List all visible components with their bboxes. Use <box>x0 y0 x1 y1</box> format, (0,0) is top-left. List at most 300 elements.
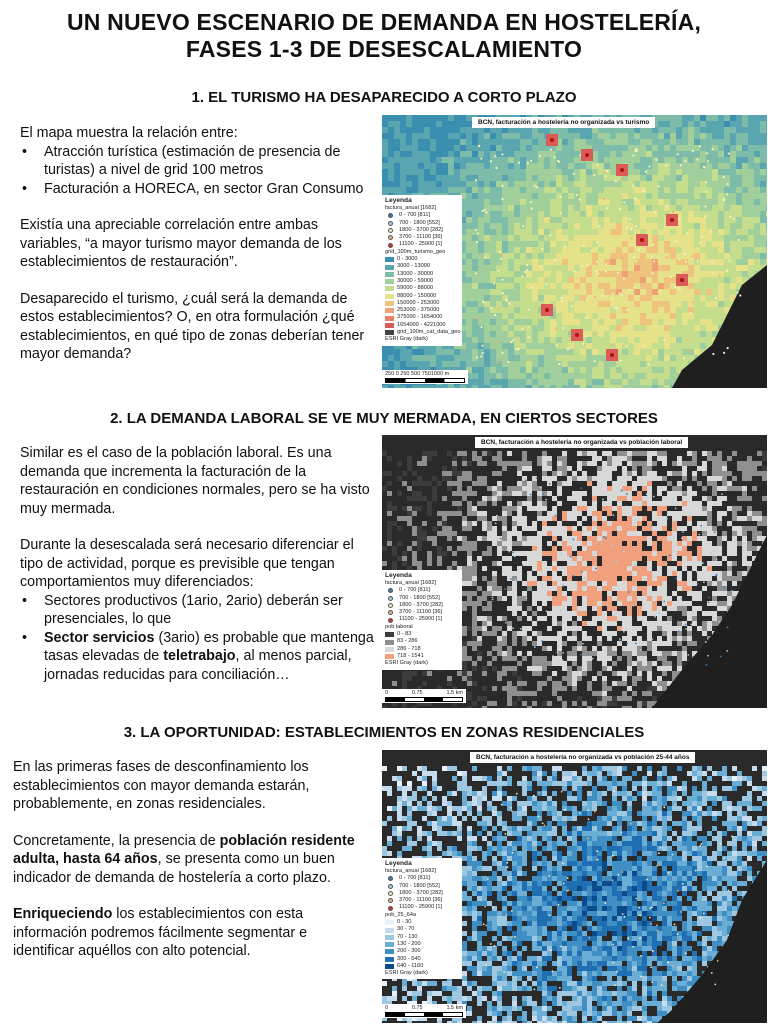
labor-cell <box>647 501 652 506</box>
heat-cell <box>490 217 496 223</box>
legend-class-item: 150000 - 253000 <box>385 300 459 307</box>
heat-cell <box>622 313 628 319</box>
labor-cell <box>482 451 487 456</box>
heat-cell <box>646 379 652 385</box>
heat-cell <box>496 301 502 307</box>
labor-cell <box>732 581 737 586</box>
labor-cell <box>717 586 722 591</box>
heat-cell <box>430 115 436 121</box>
heat-cell <box>700 253 706 259</box>
heat-cell <box>544 181 550 187</box>
labor-cell <box>742 466 747 471</box>
heat-cell <box>496 211 502 217</box>
labor-cell <box>627 546 632 551</box>
labor-cell <box>607 591 612 596</box>
labor-cell <box>402 471 407 476</box>
labor-cell <box>392 551 397 556</box>
labor-cell <box>657 616 662 621</box>
heat-cell <box>670 187 676 193</box>
heat-cell <box>568 271 574 277</box>
heat-cell <box>436 349 442 355</box>
heat-cell <box>382 121 388 127</box>
heat-cell <box>580 235 586 241</box>
heat-cell <box>616 187 622 193</box>
heat-cell <box>652 259 658 265</box>
heat-cell <box>604 157 610 163</box>
heat-cell <box>574 175 580 181</box>
labor-cell <box>572 581 577 586</box>
business-point <box>678 218 680 220</box>
labor-cell <box>497 456 502 461</box>
heat-cell <box>658 115 664 121</box>
heat-cell <box>568 277 574 283</box>
heat-cell <box>412 151 418 157</box>
heat-cell <box>592 187 598 193</box>
labor-cell <box>737 461 742 466</box>
labor-cell <box>552 621 557 626</box>
heat-cell <box>604 367 610 373</box>
heat-cell <box>688 277 694 283</box>
labor-cell <box>472 611 477 616</box>
labor-cell <box>582 551 587 556</box>
heat-cell <box>490 223 496 229</box>
labor-cell <box>622 596 627 601</box>
business-point <box>605 263 607 265</box>
heat-cell <box>538 277 544 283</box>
heat-cell <box>484 187 490 193</box>
heat-cell <box>478 181 484 187</box>
heat-cell <box>760 151 766 157</box>
business-point <box>623 278 625 280</box>
heat-cell <box>532 223 538 229</box>
heat-cell <box>706 337 712 343</box>
heat-cell <box>610 301 616 307</box>
heat-cell <box>736 127 742 133</box>
business-point <box>501 185 503 187</box>
heat-cell <box>496 151 502 157</box>
heat-cell <box>694 133 700 139</box>
heat-cell <box>646 247 652 253</box>
labor-cell <box>472 636 477 641</box>
heat-cell <box>496 355 502 361</box>
labor-cell <box>742 571 747 576</box>
heat-cell <box>640 223 646 229</box>
labor-cell <box>702 461 707 466</box>
heat-cell <box>550 241 556 247</box>
business-point <box>626 309 628 311</box>
labor-cell <box>487 521 492 526</box>
heat-cell <box>670 205 676 211</box>
heat-cell <box>574 283 580 289</box>
heat-cell <box>514 175 520 181</box>
labor-cell <box>407 506 412 511</box>
heat-cell <box>724 259 730 265</box>
heat-cell <box>760 169 766 175</box>
heat-cell <box>400 361 406 367</box>
labor-cell <box>572 516 577 521</box>
heat-cell <box>610 337 616 343</box>
labor-cell <box>677 586 682 591</box>
labor-cell <box>547 596 552 601</box>
heat-cell <box>598 259 604 265</box>
business-point <box>654 211 656 213</box>
heat-cell <box>508 313 514 319</box>
labor-cell <box>637 531 642 536</box>
labor-cell <box>647 621 652 626</box>
heat-cell <box>664 247 670 253</box>
labor-cell <box>587 601 592 606</box>
labor-cell <box>722 591 727 596</box>
labor-cell <box>607 501 612 506</box>
heat-cell <box>502 337 508 343</box>
heat-cell <box>508 319 514 325</box>
labor-cell <box>652 501 657 506</box>
heat-cell <box>574 187 580 193</box>
heat-cell <box>706 313 712 319</box>
heat-cell <box>604 253 610 259</box>
heat-cell <box>694 313 700 319</box>
heat-cell <box>736 247 742 253</box>
heat-cell <box>550 367 556 373</box>
heat-cell <box>508 289 514 295</box>
labor-cell <box>462 626 467 631</box>
heat-cell <box>730 247 736 253</box>
labor-cell <box>677 601 682 606</box>
heat-cell <box>400 355 406 361</box>
heat-cell <box>718 211 724 217</box>
heat-cell <box>538 295 544 301</box>
heat-cell <box>538 319 544 325</box>
labor-cell <box>622 536 627 541</box>
heat-cell <box>748 223 754 229</box>
labor-cell <box>657 491 662 496</box>
heat-cell <box>502 169 508 175</box>
heat-cell <box>736 217 742 223</box>
heat-cell <box>496 373 502 379</box>
heat-cell <box>574 343 580 349</box>
heat-cell <box>568 373 574 379</box>
heat-cell <box>544 361 550 367</box>
labor-cell <box>757 516 762 521</box>
heat-cell <box>766 205 767 211</box>
labor-cell <box>572 611 577 616</box>
heat-cell <box>466 139 472 145</box>
labor-cell <box>577 506 582 511</box>
heat-cell <box>670 331 676 337</box>
heat-cell <box>604 385 610 388</box>
labor-cell <box>632 471 637 476</box>
labor-cell <box>557 531 562 536</box>
heat-cell <box>700 187 706 193</box>
heat-cell <box>610 205 616 211</box>
labor-cell <box>567 636 572 641</box>
heat-cell <box>388 355 394 361</box>
labor-cell <box>567 466 572 471</box>
heat-cell <box>670 145 676 151</box>
labor-cell <box>577 476 582 481</box>
heat-cell <box>622 349 628 355</box>
heat-cell <box>682 349 688 355</box>
business-point <box>524 271 526 273</box>
heat-cell <box>598 349 604 355</box>
heat-cell <box>394 133 400 139</box>
heat-cell <box>424 361 430 367</box>
heat-cell <box>472 385 478 388</box>
heat-cell <box>598 361 604 367</box>
heat-cell <box>532 133 538 139</box>
labor-cell <box>522 591 527 596</box>
labor-cell <box>597 641 602 646</box>
heat-cell <box>706 259 712 265</box>
labor-cell <box>672 636 677 641</box>
heat-cell <box>556 217 562 223</box>
heat-cell <box>754 229 760 235</box>
business-point <box>648 363 650 365</box>
heat-cell <box>730 181 736 187</box>
heat-cell <box>508 151 514 157</box>
heat-cell <box>712 115 718 121</box>
heat-cell <box>700 337 706 343</box>
labor-cell <box>682 511 687 516</box>
heat-cell <box>652 247 658 253</box>
labor-cell <box>607 491 612 496</box>
labor-cell <box>622 621 627 626</box>
heat-cell <box>610 145 616 151</box>
labor-cell <box>517 601 522 606</box>
heat-cell <box>616 205 622 211</box>
labor-cell <box>647 611 652 616</box>
heat-cell <box>586 283 592 289</box>
heat-cell <box>400 139 406 145</box>
heat-cell <box>748 253 754 259</box>
heat-cell <box>568 379 574 385</box>
heat-cell <box>754 145 760 151</box>
heat-cell <box>634 367 640 373</box>
labor-cell <box>602 626 607 631</box>
heat-cell <box>622 211 628 217</box>
heat-cell <box>502 133 508 139</box>
heat-cell <box>742 145 748 151</box>
labor-cell <box>417 536 422 541</box>
heat-cell <box>520 349 526 355</box>
labor-cell <box>517 521 522 526</box>
heat-cell <box>766 217 767 223</box>
heat-cell <box>556 193 562 199</box>
heat-cell <box>532 379 538 385</box>
heat-cell <box>586 271 592 277</box>
labor-cell <box>437 531 442 536</box>
heat-cell <box>586 253 592 259</box>
labor-cell <box>472 571 477 576</box>
heat-cell <box>424 187 430 193</box>
heat-cell <box>712 307 718 313</box>
heat-cell <box>478 217 484 223</box>
labor-cell <box>467 581 472 586</box>
heat-cell <box>532 301 538 307</box>
heat-cell <box>610 175 616 181</box>
heat-cell <box>760 121 766 127</box>
heat-cell <box>610 271 616 277</box>
heat-cell <box>586 277 592 283</box>
heat-cell <box>616 223 622 229</box>
labor-cell <box>417 481 422 486</box>
heat-cell <box>454 157 460 163</box>
heat-cell <box>424 157 430 163</box>
heat-cell <box>694 277 700 283</box>
heat-cell <box>478 325 484 331</box>
heat-cell <box>676 121 682 127</box>
business-point <box>476 317 478 319</box>
heat-cell <box>388 187 394 193</box>
labor-cell <box>707 506 712 511</box>
business-point <box>603 171 605 173</box>
labor-cell <box>587 451 592 456</box>
labor-cell <box>527 581 532 586</box>
heat-cell <box>610 319 616 325</box>
labor-cell <box>582 501 587 506</box>
services-sector-bold: Sector servicios <box>44 629 155 646</box>
heat-cell <box>568 151 574 157</box>
heat-cell <box>640 277 646 283</box>
section-2-bullets <box>20 592 378 685</box>
labor-cell <box>387 526 392 531</box>
heat-cell <box>544 151 550 157</box>
labor-cell <box>422 481 427 486</box>
heat-cell <box>394 127 400 133</box>
heat-cell <box>550 373 556 379</box>
labor-cell <box>512 506 517 511</box>
heat-cell <box>550 337 556 343</box>
labor-cell <box>522 466 527 471</box>
heat-cell <box>550 265 556 271</box>
heat-cell <box>382 385 388 388</box>
heat-cell <box>754 247 760 253</box>
labor-cell <box>732 486 737 491</box>
heat-cell <box>574 313 580 319</box>
heat-cell <box>724 223 730 229</box>
business-point <box>586 299 588 301</box>
heat-cell <box>652 187 658 193</box>
heat-cell <box>688 271 694 277</box>
heat-cell <box>754 151 760 157</box>
labor-cell <box>717 551 722 556</box>
labor-cell <box>707 476 712 481</box>
business-point <box>475 272 477 274</box>
labor-cell <box>652 611 657 616</box>
heat-cell <box>424 349 430 355</box>
heat-cell <box>544 325 550 331</box>
labor-cell <box>702 496 707 501</box>
labor-cell <box>737 506 742 511</box>
heat-cell <box>598 217 604 223</box>
labor-cell <box>522 636 527 641</box>
heat-cell <box>406 157 412 163</box>
business-point <box>679 258 681 260</box>
labor-cell <box>542 456 547 461</box>
labor-cell <box>392 521 397 526</box>
heat-cell <box>490 133 496 139</box>
heat-cell <box>634 211 640 217</box>
labor-cell <box>562 591 567 596</box>
heat-cell <box>670 151 676 157</box>
heat-cell <box>604 181 610 187</box>
heat-cell <box>514 169 520 175</box>
heat-cell <box>724 241 730 247</box>
heat-cell <box>472 349 478 355</box>
labor-cell <box>472 626 477 631</box>
heat-cell <box>664 373 670 379</box>
heat-cell <box>412 133 418 139</box>
labor-cell <box>647 641 652 646</box>
labor-cell <box>562 456 567 461</box>
labor-cell <box>502 491 507 496</box>
heat-cell <box>484 337 490 343</box>
heat-cell <box>466 169 472 175</box>
heat-cell <box>550 223 556 229</box>
labor-cell <box>567 596 572 601</box>
heat-cell <box>556 307 562 313</box>
heat-cell <box>394 175 400 181</box>
labor-cell <box>627 516 632 521</box>
heat-cell <box>652 175 658 181</box>
labor-cell <box>592 546 597 551</box>
labor-cell <box>502 596 507 601</box>
labor-cell <box>627 621 632 626</box>
heat-cell <box>742 205 748 211</box>
labor-cell <box>667 501 672 506</box>
heat-cell <box>520 181 526 187</box>
heat-cell <box>568 193 574 199</box>
heat-cell <box>706 247 712 253</box>
labor-cell <box>497 626 502 631</box>
heat-cell <box>538 145 544 151</box>
heat-cell <box>448 187 454 193</box>
heat-cell <box>628 211 634 217</box>
heat-cell <box>748 205 754 211</box>
heat-cell <box>652 325 658 331</box>
labor-cell <box>762 471 767 476</box>
heat-cell <box>574 277 580 283</box>
heat-cell <box>676 253 682 259</box>
heat-cell <box>550 187 556 193</box>
labor-cell <box>422 531 427 536</box>
heat-cell <box>712 121 718 127</box>
labor-cell <box>712 621 717 626</box>
heat-cell <box>712 253 718 259</box>
heat-cell <box>574 307 580 313</box>
labor-cell <box>637 491 642 496</box>
heat-cell <box>550 229 556 235</box>
business-point <box>530 201 532 203</box>
labor-cell <box>637 481 642 486</box>
heat-cell <box>550 247 556 253</box>
labor-cell <box>467 541 472 546</box>
heat-cell <box>532 361 538 367</box>
heat-cell <box>622 325 628 331</box>
labor-cell <box>667 636 672 641</box>
heat-cell <box>760 139 766 145</box>
heat-cell <box>748 121 754 127</box>
heat-cell <box>592 133 598 139</box>
heat-cell <box>454 385 460 388</box>
heat-cell <box>646 181 652 187</box>
heat-cell <box>442 349 448 355</box>
heat-cell <box>466 301 472 307</box>
labor-cell <box>627 611 632 616</box>
heat-cell <box>574 259 580 265</box>
labor-cell <box>732 506 737 511</box>
heat-cell <box>502 187 508 193</box>
